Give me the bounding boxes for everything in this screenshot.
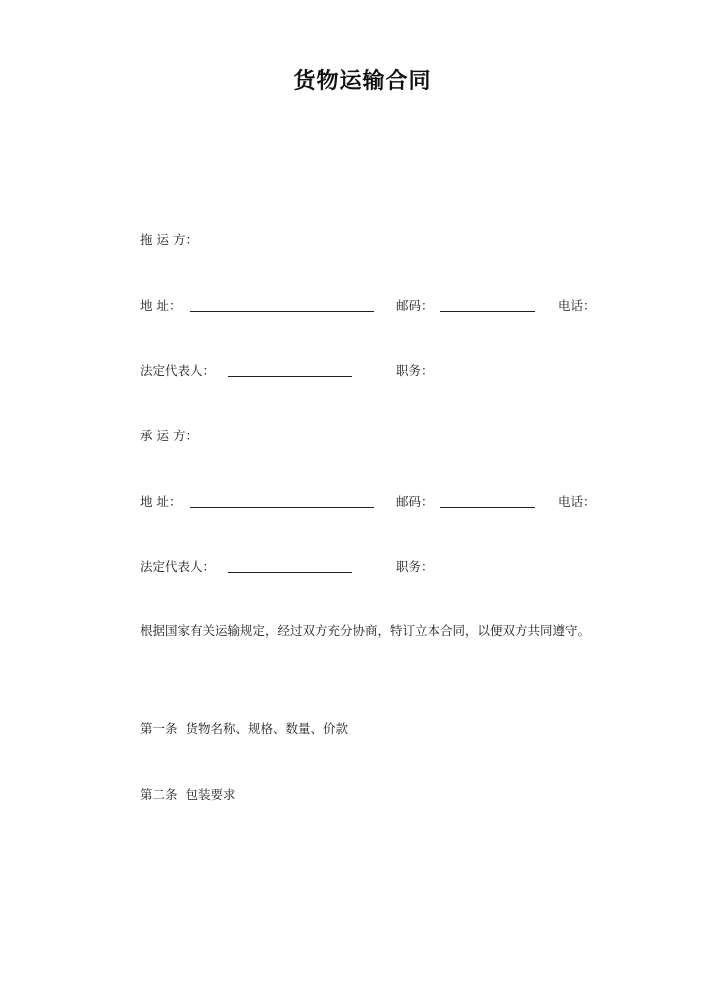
consignor-phone-label: 电话：	[558, 298, 596, 313]
consignor-rep-row	[140, 362, 460, 380]
consignor-address-label: 地 址：	[140, 298, 182, 313]
consignor-contact-row	[140, 297, 620, 315]
carrier-header-label: 承 运 方：	[140, 428, 198, 443]
consignor-position-label: 职务：	[396, 363, 434, 378]
consignor-header-label: 拖 运 方：	[140, 232, 198, 247]
carrier-contact-row	[140, 493, 620, 511]
carrier-postcode-label: 邮码：	[396, 494, 434, 509]
consignor-legal-rep-label: 法定代表人：	[140, 363, 216, 378]
carrier-address-label: 地 址：	[140, 494, 182, 509]
carrier-rep-row	[140, 558, 460, 576]
article-2-text: 第二条 包装要求	[140, 787, 236, 802]
consignor-legal-rep-field[interactable]	[228, 376, 352, 377]
consignor-postcode-label: 邮码：	[396, 298, 434, 313]
carrier-legal-rep-field[interactable]	[228, 572, 352, 573]
document-title: 货物运输合同	[293, 69, 432, 94]
carrier-postcode-field[interactable]	[440, 507, 535, 508]
preamble-paragraph: 根据国家有关运输规定，经过双方充分协商，特订立本合同，以便双方共同遵守。	[140, 623, 591, 638]
consignor-postcode-field[interactable]	[440, 311, 535, 312]
carrier-legal-rep-label: 法定代表人：	[140, 559, 216, 574]
carrier-position-label: 职务：	[396, 559, 434, 574]
carrier-phone-label: 电话：	[558, 494, 596, 509]
carrier-address-field[interactable]	[190, 507, 374, 508]
article-1-text: 第一条 货物名称、规格、数量、价款	[140, 721, 348, 736]
consignor-address-field[interactable]	[190, 311, 374, 312]
